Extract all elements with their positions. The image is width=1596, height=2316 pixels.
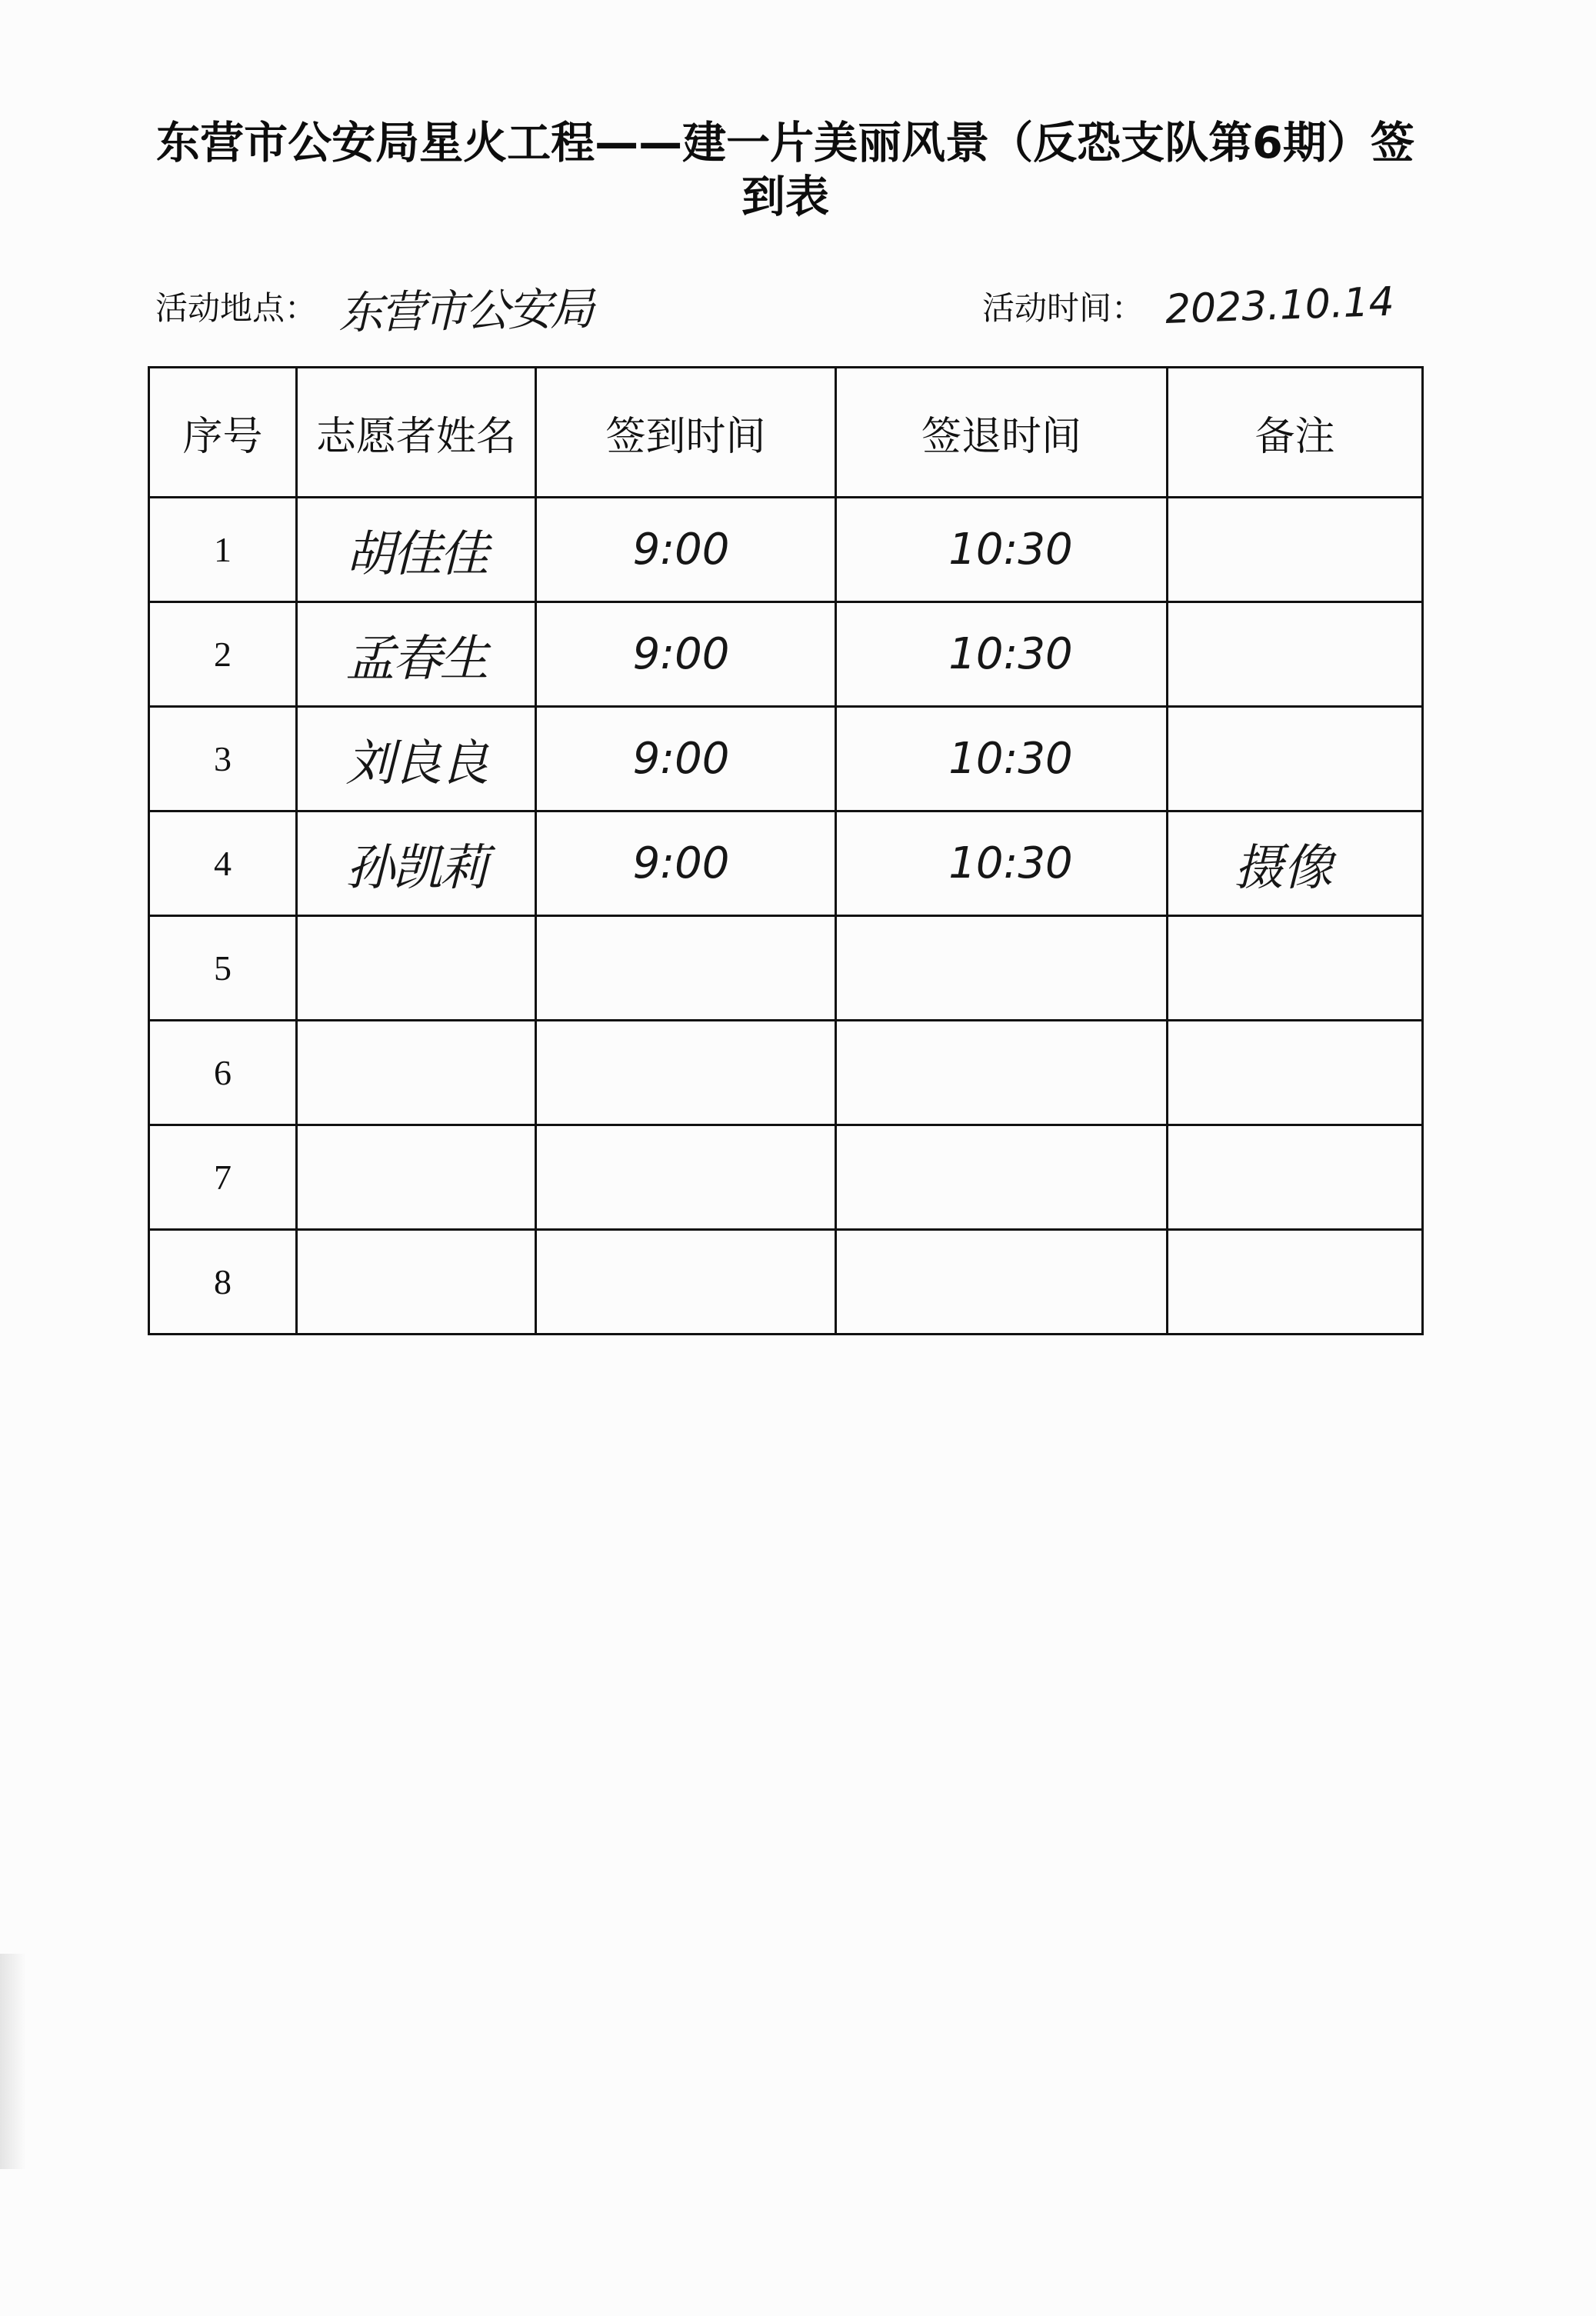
cell-name: 孟春生 xyxy=(297,602,536,707)
table-header-row xyxy=(149,368,1423,498)
cell-no: 7 xyxy=(149,1125,297,1230)
cell-sign-in: 9:00 xyxy=(536,602,836,707)
signin-table xyxy=(148,366,1424,1335)
page-title: 东营市公安局星火工程——建一片美丽风景（反恐支队第6期）签到表 xyxy=(156,118,1414,222)
header-cell-no: 序号 xyxy=(149,368,297,498)
table-row xyxy=(149,1021,1423,1125)
cell-name: 孙凯莉 xyxy=(297,811,536,916)
time-value: 2023.10.14 xyxy=(1164,278,1395,333)
cell-no: 8 xyxy=(149,1230,297,1335)
table-row xyxy=(149,916,1423,1021)
cell-sign-out: 10:30 xyxy=(836,602,1168,707)
cell-name: 刘良良 xyxy=(297,707,536,811)
table-row xyxy=(149,498,1423,602)
cell-name xyxy=(297,1021,536,1125)
cell-sign-out xyxy=(836,1230,1168,1335)
cell-no: 5 xyxy=(149,916,297,1021)
header-cell-sign-out: 签退时间 xyxy=(836,368,1168,498)
cell-note xyxy=(1168,1125,1423,1230)
cell-note xyxy=(1168,1021,1423,1125)
table-row xyxy=(149,602,1423,707)
scan-shadow xyxy=(0,1954,26,2169)
cell-sign-out: 10:30 xyxy=(836,707,1168,811)
cell-no: 4 xyxy=(149,811,297,916)
cell-no: 1 xyxy=(149,498,297,602)
header-cell-note: 备注 xyxy=(1168,368,1423,498)
cell-name xyxy=(297,1125,536,1230)
table-row xyxy=(149,811,1423,916)
cell-sign-out xyxy=(836,1125,1168,1230)
table-row xyxy=(149,1230,1423,1335)
cell-name xyxy=(297,916,536,1021)
time-label: 活动时间： xyxy=(982,289,1145,327)
location-value: 东营市公安局 xyxy=(338,282,593,339)
cell-name: 胡佳佳 xyxy=(297,498,536,602)
cell-sign-in: 9:00 xyxy=(536,811,836,916)
header-cell-sign-in: 签到时间 xyxy=(536,368,836,498)
table-row xyxy=(149,1125,1423,1230)
cell-sign-out: 10:30 xyxy=(836,498,1168,602)
cell-sign-out: 10:30 xyxy=(836,811,1168,916)
cell-note xyxy=(1168,916,1423,1021)
header-cell-name: 志愿者姓名 xyxy=(297,368,536,498)
cell-sign-in xyxy=(536,1230,836,1335)
cell-note xyxy=(1168,498,1423,602)
location-label: 活动地点： xyxy=(155,289,318,327)
cell-no: 3 xyxy=(149,707,297,811)
cell-no: 2 xyxy=(149,602,297,707)
cell-sign-out xyxy=(836,916,1168,1021)
cell-sign-in xyxy=(536,1125,836,1230)
cell-name xyxy=(297,1230,536,1335)
cell-sign-in xyxy=(536,916,836,1021)
cell-note: 摄像 xyxy=(1168,811,1423,916)
cell-sign-in xyxy=(536,1021,836,1125)
cell-no: 6 xyxy=(149,1021,297,1125)
cell-sign-in: 9:00 xyxy=(536,498,836,602)
table-row xyxy=(149,707,1423,811)
cell-note xyxy=(1168,707,1423,811)
cell-sign-out xyxy=(836,1021,1168,1125)
cell-note xyxy=(1168,602,1423,707)
cell-note xyxy=(1168,1230,1423,1335)
cell-sign-in: 9:00 xyxy=(536,707,836,811)
